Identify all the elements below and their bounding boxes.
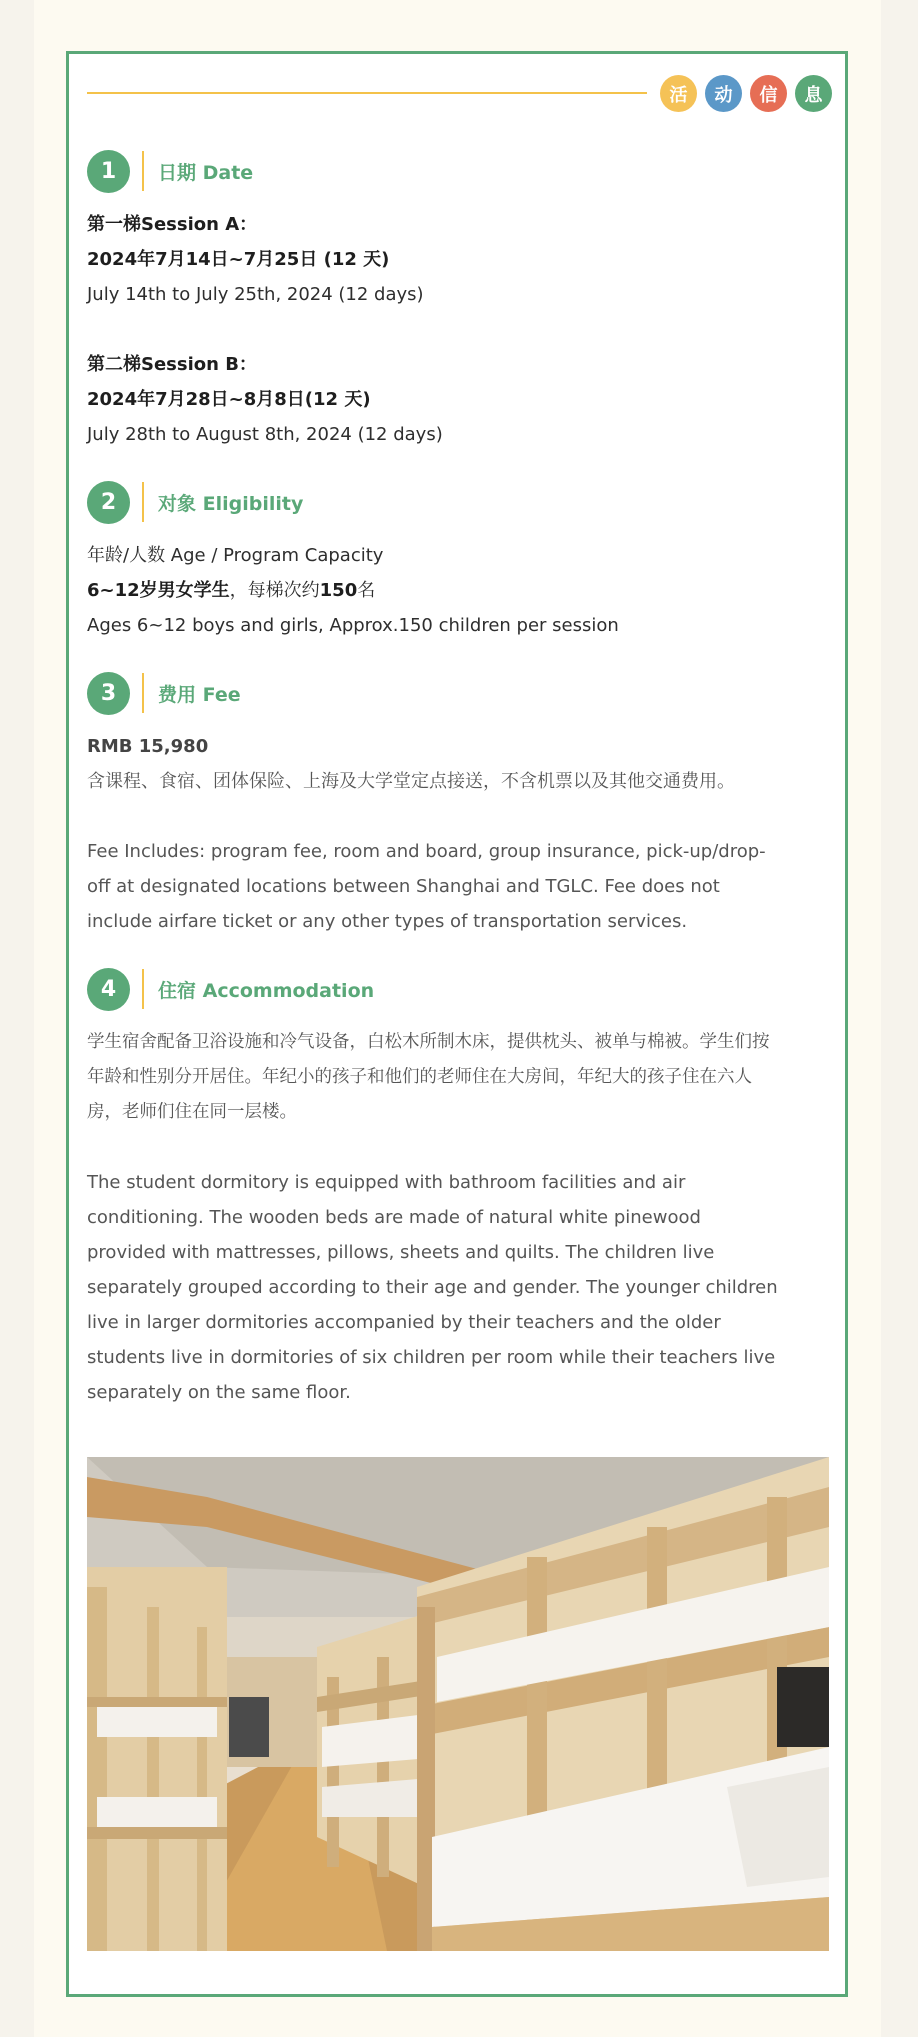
section-accommodation-heading	[87, 967, 829, 1011]
section-title: 日期 Date	[158, 161, 254, 184]
section-number: 4	[87, 968, 130, 1011]
eligibility-en: Ages 6~12 boys and girls, Approx.150 children per session	[87, 615, 619, 636]
section-fee-heading	[87, 671, 829, 715]
accommodation-en-line-2: conditioning. The wooden beds are made of natural white pinewood	[87, 1207, 701, 1228]
badge-xin: 信	[750, 75, 787, 112]
session-b-dates-cn: 2024年7月28日~8月8日(12 天)	[87, 389, 371, 410]
badge-huo: 活	[660, 75, 697, 112]
heading-divider	[142, 969, 144, 1009]
eligibility-label: 年龄/人数 Age / Program Capacity	[87, 545, 384, 566]
badge-dong: 动	[705, 75, 742, 112]
fee-en-line-2: off at designated locations between Shanghai and TGLC. Fee does not	[87, 876, 720, 897]
eligibility-per-session: ，每梯次约	[229, 580, 320, 601]
section-title: 费用 Fee	[158, 683, 241, 706]
eligibility-cn	[87, 573, 829, 608]
header-divider	[87, 92, 647, 94]
session-b-dates-en: July 28th to August 8th, 2024 (12 days)	[87, 424, 443, 445]
info-card	[66, 51, 848, 1997]
accommodation-cn-line-1: 学生宿舍配备卫浴设施和冷气设备，白松木所制木床，提供枕头、被单与棉被。学生们按	[87, 1032, 770, 1052]
section-number: 1	[87, 150, 130, 193]
heading-divider	[142, 482, 144, 522]
fee-en-line-3: include airfare ticket or any other types of transportation services.	[87, 911, 688, 932]
section-number: 2	[87, 481, 130, 524]
eligibility-count: 150	[319, 580, 358, 601]
accommodation-en-line-5: live in larger dormitories accompanied by their teachers and the older	[87, 1312, 721, 1333]
section-date-heading	[87, 149, 829, 193]
accommodation-en-line-6: students live in dormitories of six children per room while their teachers live	[87, 1347, 776, 1368]
badge-xi: 息	[795, 75, 832, 112]
section-title: 对象 Eligibility	[158, 492, 304, 515]
eligibility-age: 6~12岁男女学生	[87, 580, 230, 601]
accommodation-cn-line-2: 年龄和性别分开居住。年纪小的孩子和他们的老师住在大房间，年纪大的孩子住在六人	[87, 1067, 752, 1087]
eligibility-unit: 名	[357, 580, 376, 601]
session-a-dates-en: July 14th to July 25th, 2024 (12 days)	[87, 284, 424, 305]
section-title: 住宿 Accommodation	[158, 979, 375, 1002]
session-a-dates-cn: 2024年7月14日~7月25日 (12 天)	[87, 249, 390, 270]
header-badges	[660, 75, 832, 111]
accommodation-en-line-1: The student dormitory is equipped with bathroom facilities and air	[87, 1172, 686, 1193]
section-eligibility-heading	[87, 480, 829, 524]
content	[87, 149, 829, 1410]
heading-divider	[142, 151, 144, 191]
accommodation-en-line-3: provided with mattresses, pillows, sheets and quilts. The children live	[87, 1242, 715, 1263]
fee-en-line-1: Fee Includes: program fee, room and board, group insurance, pick-up/drop-	[87, 841, 766, 862]
session-b-label: 第二梯Session B：	[87, 354, 257, 375]
accommodation-cn-line-3: 房，老师们住在同一层楼。	[87, 1102, 297, 1122]
section-number: 3	[87, 672, 130, 715]
fee-cn: 含课程、食宿、团体保险、上海及大学堂定点接送，不含机票以及其他交通费用。	[87, 771, 735, 792]
accommodation-en-line-7: separately on the same floor.	[87, 1382, 351, 1403]
heading-divider	[142, 673, 144, 713]
accommodation-en-line-4: separately grouped according to their age and gender. The younger children	[87, 1277, 778, 1298]
session-a-label: 第一梯Session A：	[87, 214, 258, 235]
dormitory-photo	[87, 1457, 829, 1951]
fee-price: RMB 15,980	[87, 736, 209, 757]
